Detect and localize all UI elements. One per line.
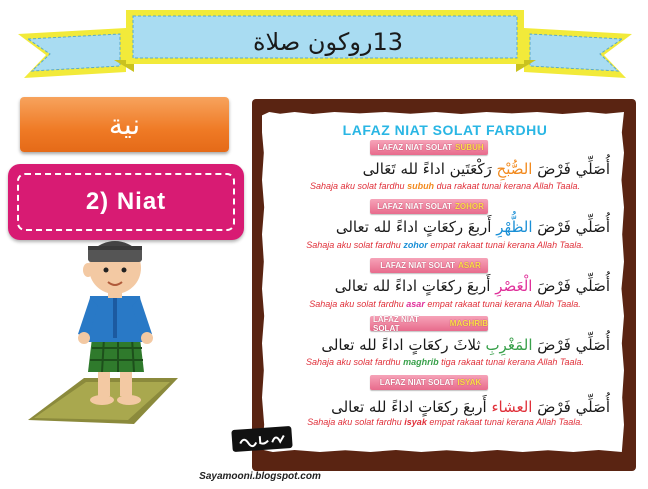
pill-prefix: LAFAZ NIAT SOLAT xyxy=(373,314,420,333)
subuh-label xyxy=(370,140,488,155)
latin-after: empat rakaat tunai kerana Allah Taala. xyxy=(427,299,581,309)
arabic-before: أُصَلِّي فَرْضَ xyxy=(537,218,610,236)
arabic-before: أُصَلِّي فَرْضَ xyxy=(537,277,610,295)
arabic-after: ثلاثَ ركعَاتٍ اداءً لله تعالى xyxy=(321,336,481,354)
arabic-after: رَكْعَتَين اداءً لله تَعَالى xyxy=(362,160,492,178)
step-label-box xyxy=(8,164,244,240)
latin-before: Sahaja aku solat fardhu xyxy=(309,299,404,309)
pill-prefix: LAFAZ NIAT SOLAT xyxy=(377,202,452,211)
arabic-before: أُصَلِّي فَرْضَ xyxy=(537,336,610,354)
maghrib-arabic xyxy=(300,336,610,354)
pill-prayer: SUBUH xyxy=(455,143,484,152)
zohor-latin xyxy=(285,240,605,251)
latin-prayer: zohor xyxy=(403,240,428,250)
latin-after: empat rakaat tunai kerana Allah Taala. xyxy=(429,417,583,427)
pill-prefix: LAFAZ NIAT SOLAT xyxy=(377,143,453,152)
arabic-prayer: الظُّهْرِ xyxy=(496,218,533,236)
board-title: LAFAZ NIAT SOLAT FARDHU xyxy=(342,122,548,138)
niyyah-text: نية xyxy=(108,108,141,141)
latin-before: Sahaja aku solat fardhu xyxy=(306,240,401,250)
pill-prayer: ASAR xyxy=(458,261,481,270)
asar-arabic xyxy=(300,277,610,295)
latin-before: Sahaja aku solat fardhu xyxy=(307,417,402,427)
zohor-arabic xyxy=(300,218,610,236)
isyak-arabic xyxy=(300,398,610,416)
pill-prayer: ISYAK xyxy=(457,378,482,387)
latin-before: Sahaja aku solat fardhu xyxy=(309,181,405,191)
logo-calligraphy-graphic xyxy=(236,429,289,449)
maghrib-latin xyxy=(285,357,605,368)
latin-prayer: isyak xyxy=(404,417,427,427)
zohor-label xyxy=(370,199,488,214)
praying-boy-illustration xyxy=(28,238,178,428)
niyyah-label xyxy=(20,97,229,152)
latin-prayer: maghrib xyxy=(403,357,439,367)
blog-logo xyxy=(231,426,292,452)
subuh-latin xyxy=(285,181,605,192)
pill-prayer: ZOHOR xyxy=(454,202,484,211)
arabic-after: أَربعَ ركعَاتٍ اداءً لله تعالى xyxy=(334,277,491,295)
step-label: 2) Niat xyxy=(17,173,235,231)
latin-after: dua rakaat tunai kerana Allah Taala. xyxy=(436,181,581,191)
title-banner xyxy=(18,8,632,80)
arabic-prayer: الصُّبْحِ xyxy=(496,160,533,178)
arabic-before: أُصَلِّي فَرْضَ xyxy=(537,160,610,178)
asar-latin xyxy=(285,299,605,310)
subuh-arabic xyxy=(300,160,610,178)
arabic-prayer: العشاء xyxy=(491,398,533,416)
latin-before: Sahaja aku solat fardhu xyxy=(305,357,401,367)
footer-url: Sayamooni.blogspot.com xyxy=(199,471,321,482)
latin-after: empat rakaat tunai kerana Allah Taala. xyxy=(430,240,584,250)
latin-after: tiga rakaat tunai kerana Allah Taala. xyxy=(441,357,585,367)
pill-prefix: LAFAZ NIAT SOLAT xyxy=(379,378,455,387)
arabic-after: أَربعَ ركعَاتٍ اداءً لله تعالى xyxy=(331,398,487,416)
pill-prayer: MAGHRIB xyxy=(449,319,488,328)
isyak-latin xyxy=(300,417,590,428)
asar-label xyxy=(370,258,488,273)
latin-prayer: subuh xyxy=(407,181,435,191)
maghrib-label xyxy=(370,316,488,331)
arabic-after: أَربعَ ركعَاتٍ اداءً لله تعالى xyxy=(335,218,492,236)
latin-prayer: asar xyxy=(406,299,425,309)
arabic-prayer: الْعَصْرِ xyxy=(495,277,533,295)
pill-prefix: LAFAZ NIAT SOLAT xyxy=(380,261,456,270)
isyak-label xyxy=(370,375,488,390)
banner-title: 13روكون صلاة xyxy=(252,28,404,56)
arabic-prayer: المَغْرِبِ xyxy=(485,336,533,354)
arabic-before: أُصَلِّي فَرْضَ xyxy=(537,398,610,416)
